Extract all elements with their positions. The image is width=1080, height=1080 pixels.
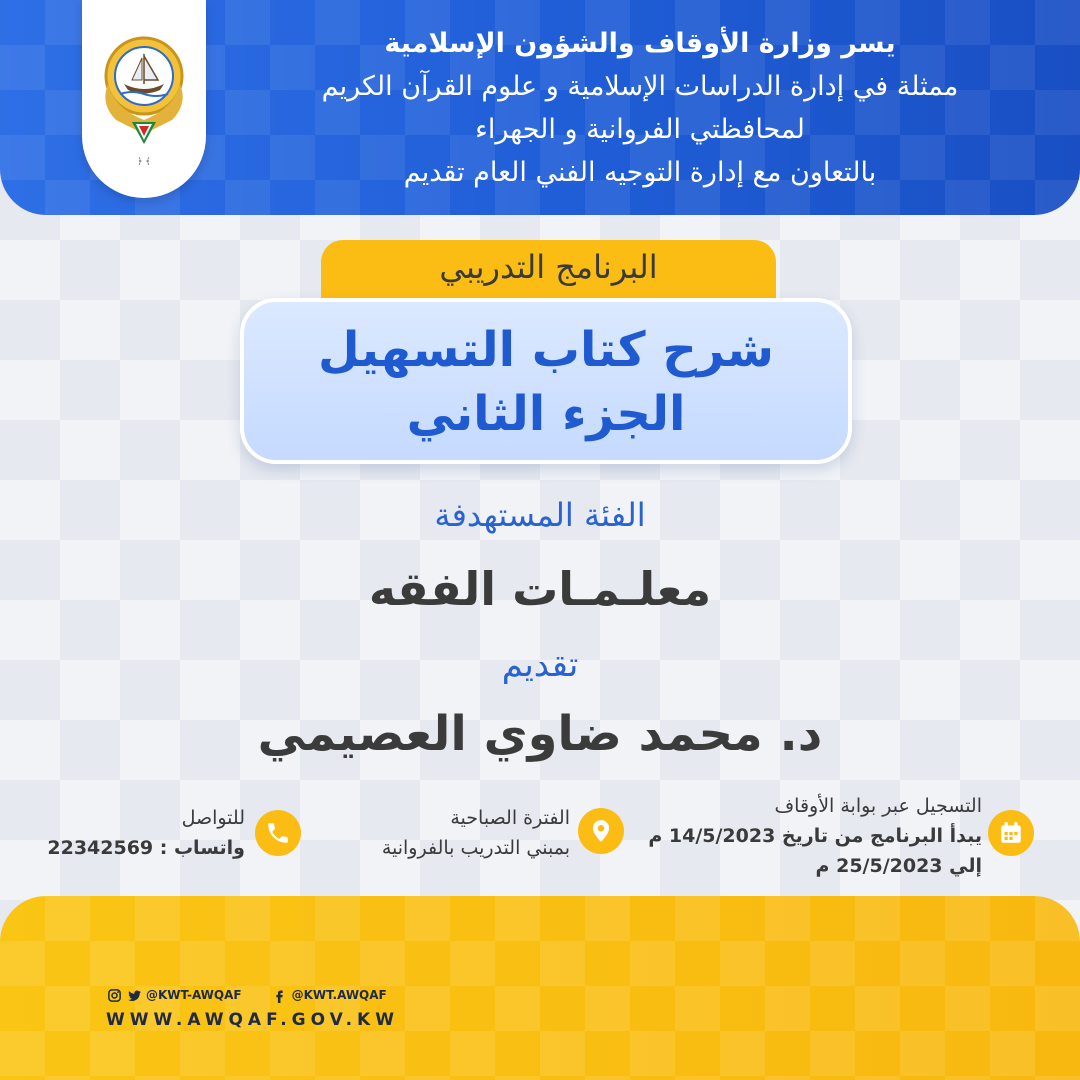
website-link[interactable]: WWW.AWQAF.GOV.KW [106,1010,399,1030]
program-title-line-1: شرح كتاب التسهيل [318,322,774,378]
program-label: البرنامج التدريبي [321,240,776,320]
program-title-card [240,298,852,464]
registration-info [648,791,982,881]
twitter-icon[interactable] [126,987,142,1003]
phone-icon [255,810,301,856]
registration-line-1: التسجيل عبر بوابة الأوقاف [774,795,982,817]
ministry-logo [82,0,206,198]
location-info [382,803,570,863]
facebook-icon[interactable] [272,987,288,1003]
header-line-1: يسر وزارة الأوقاف والشؤون الإسلامية [384,28,896,59]
contact-line-1: للتواصل [181,807,245,829]
presenter-name: د. محمد ضاوي العصيمي [257,706,823,762]
header-line-3: لمحافظتي الفروانية و الجهراء [475,114,805,145]
target-audience-value: معلـمـات الفقه [368,562,712,616]
facebook-handle[interactable]: @KWT.AWQAF [291,988,387,1002]
program-title-line-2: الجزء الثاني [406,386,686,442]
instagram-icon[interactable] [106,987,122,1003]
contact-info [47,803,245,863]
location-line-1: الفترة الصباحية [450,807,570,829]
ministry-emblem-icon [94,24,194,174]
header-text [240,22,1040,194]
svg-text:﴾ ﴿: ﴾ ﴿ [137,157,151,167]
registration-line-3: إلي 25/5/2023 م [815,855,982,877]
contact-line-2: واتساب : 22342569 [47,837,245,859]
header-line-2: ممثلة في إدارة الدراسات الإسلامية و علوم القرآن الكريم [321,71,959,102]
registration-line-2: يبدأ البرنامج من تاريخ 14/5/2023 م [648,825,982,847]
location-line-2: بمبني التدريب بالفروانية [381,837,570,859]
calendar-icon [988,810,1034,856]
target-audience-label: الفئة المستهدفة [434,496,646,534]
header-line-4: بالتعاون مع إدارة التوجيه الفني العام تقديم [403,157,877,188]
header-banner [0,0,1080,215]
presenter-label: تقديم [501,645,579,685]
location-pin-icon [578,808,624,854]
social-handles [106,987,387,1003]
instagram-twitter-handle[interactable]: @KWT-AWQAF [146,988,242,1002]
